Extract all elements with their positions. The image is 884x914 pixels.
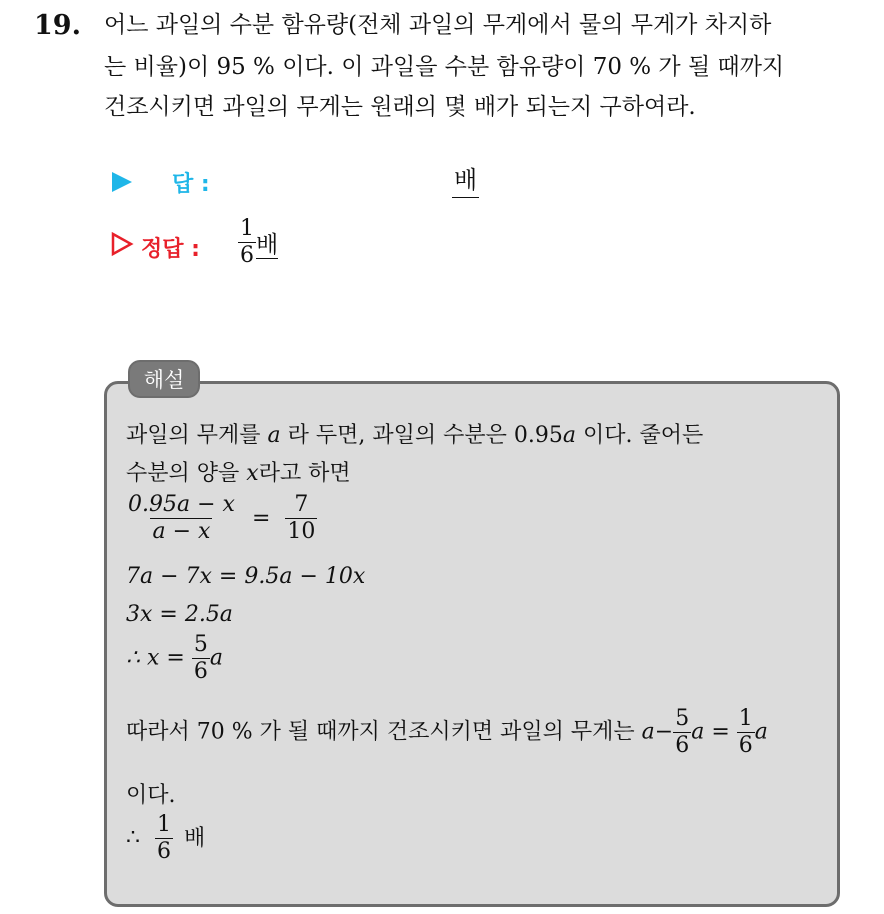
expression-part: a = [691, 719, 730, 745]
equation-1-numerator: 0.95a − x [128, 492, 235, 517]
final-answer [126, 814, 205, 863]
question-text-line-3: 건조시키면 과일의 무게는 원래의 몇 배가 되는지 구하여라. [104, 94, 696, 120]
variable-a: a [267, 423, 281, 448]
variable-a: a [562, 423, 576, 448]
equals-sign: = [251, 505, 271, 531]
correct-answer-numerator: 1 [240, 216, 254, 241]
therefore-symbol: ∴ [126, 825, 140, 851]
equation-3: 3x = 2.5a [126, 602, 233, 627]
explanation-text: 라 두면, 과일의 수분은 [287, 423, 507, 448]
correct-answer-denominator: 6 [240, 243, 254, 268]
answer-marker-icon [112, 172, 132, 192]
explanation-tag: 해설 [128, 360, 200, 398]
answer-label: 답 : [172, 172, 210, 197]
question-text-line-2: 는 비율)이 95 % 이다. 이 과일을 수분 함유량이 70 % 가 될 때까지 [104, 54, 785, 80]
explanation-line-3 [126, 708, 768, 757]
variable-a: a [209, 645, 223, 671]
explanation-text: 따라서 70 % 가 될 때까지 건조시키면 과일의 무게는 [126, 719, 635, 745]
equation-4-denominator: 6 [193, 659, 208, 684]
fraction-denominator: 6 [738, 733, 753, 758]
explanation-text: 과일의 무게를 [126, 423, 261, 448]
explanation-text: 이다. 줄어든 [583, 423, 704, 448]
final-unit: 배 [184, 825, 206, 851]
fraction-denominator: 6 [675, 733, 690, 758]
question-text-line-1: 어느 과일의 수분 함유량(전체 과일의 무게에서 물의 무게가 차지하 [104, 12, 772, 38]
explanation-line-2 [126, 456, 351, 487]
equation-4 [126, 634, 223, 683]
explanation-text: 라고 하면 [258, 461, 351, 486]
correct-marker-icon [110, 231, 134, 257]
correct-answer-unit: 배 [256, 232, 279, 258]
equation-1 [126, 494, 317, 543]
equation-1-denominator: a − x [152, 519, 211, 544]
explanation-line-4: 이다. [126, 783, 176, 808]
equation-4-numerator: 5 [193, 632, 208, 657]
correct-answer-label: 정답 : [141, 237, 200, 262]
explanation-text: 수분의 양을 [126, 461, 240, 486]
fraction-numerator: 5 [675, 706, 690, 731]
variable-x: x [246, 461, 259, 486]
variable-a: a [754, 719, 768, 745]
equation-1-right-denominator: 10 [287, 519, 316, 544]
question-number: 19. [34, 10, 81, 41]
final-numerator: 1 [157, 812, 171, 837]
equation-2: 7a − 7x = 9.5a − 10x [126, 564, 366, 589]
answer-unit: 배 [452, 160, 479, 198]
fraction-numerator: 1 [738, 706, 753, 731]
correct-answer [238, 218, 278, 267]
explanation-line-1 [126, 418, 703, 449]
explanation-value: 0.95 [513, 423, 563, 448]
equation-4-lhs: ∴ x = [126, 645, 185, 671]
equation-1-right-numerator: 7 [294, 492, 309, 517]
expression-part: a− [641, 719, 674, 745]
final-denominator: 6 [157, 839, 171, 864]
